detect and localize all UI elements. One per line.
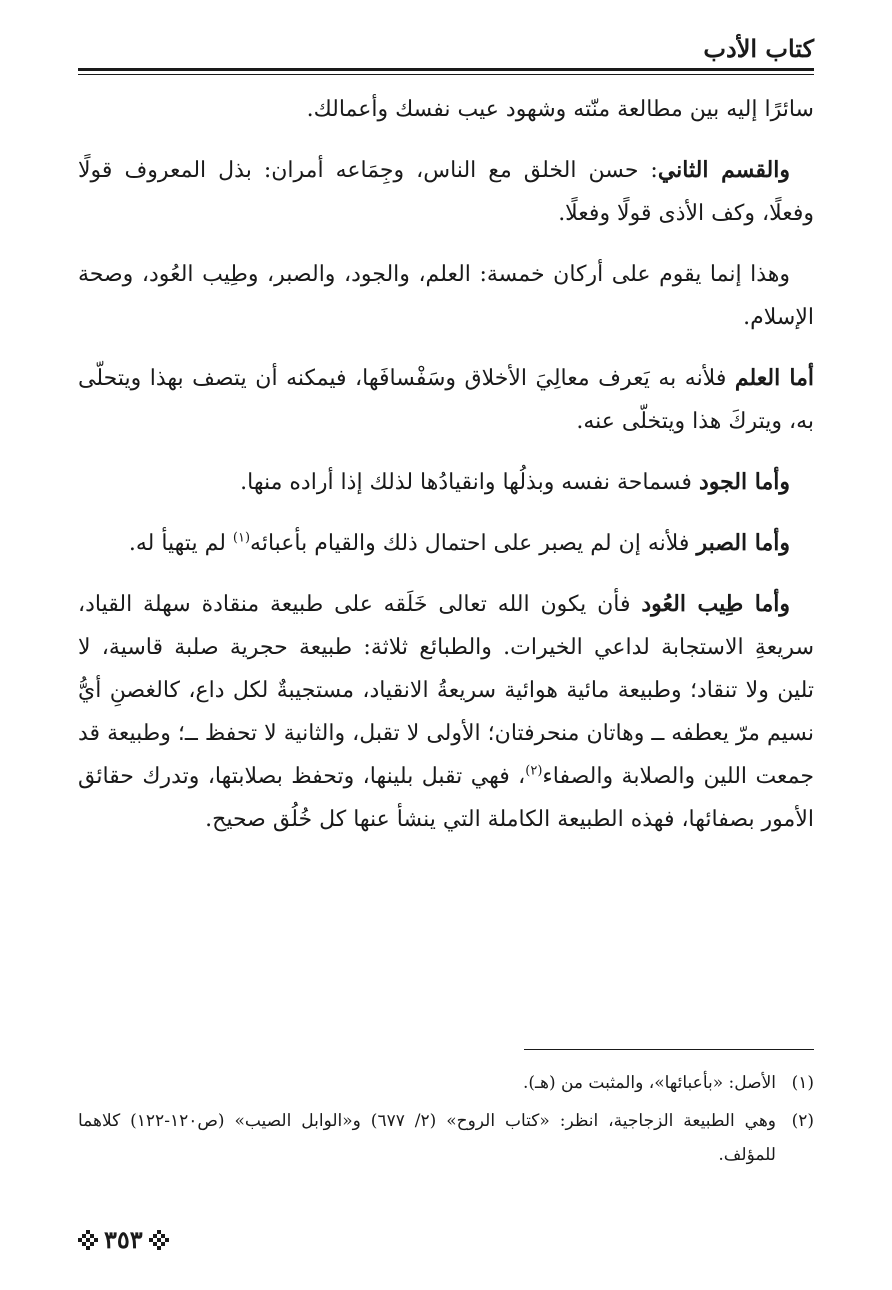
paragraph-heading: وأما طِيب العُود [641,591,791,617]
footnote-number: (٢) [791,1111,814,1131]
paragraph-heading: والقسم الثاني [657,157,790,183]
paragraph-text: فسماحة نفسه وبذلُها وانقيادُها لذلك إذا أراده منها. [240,470,699,495]
floral-ornament-icon [78,1230,98,1250]
paragraph-heading: وأما الصبر [696,530,790,556]
paragraph-text: ، فهي تقبل بلينها، وتحفظ بصلابتها، وتدرك حقائق الأمور بصفائها، فهذه الطبيعة الكاملة التي ينشأ عنها كل خُلُق صحيح. [78,764,814,832]
footnote-reference[interactable]: (١) [232,530,251,546]
footnote-separator [524,1049,814,1050]
header-rule-thick [78,68,814,71]
paragraph-heading: وأما الجود [698,469,790,495]
page-number-block [78,1225,169,1254]
paragraph-text: فلأنه به يَعرف معالِيَ الأخلاق وسَفْسافَها، فيمكنه أن يتصف بهذا ويتحلّى به، ويتركَ هذا ويتخلّى عنه. [78,366,814,434]
page-number: ٣٥٣ [104,1225,143,1254]
paragraph [78,357,814,443]
running-head-title: كتاب الأدب [703,34,814,63]
paragraph-text: سائرًا إليه بين مطالعة منّته وشهود عيب نفسك وأعمالك. [306,97,814,122]
paragraph [78,583,814,841]
header-rule-thin [78,74,814,75]
paragraph-heading: أما العلم [734,365,814,391]
footnote-number: (١) [791,1073,814,1093]
paragraph-text: فلأنه إن لم يصبر على احتمال ذلك والقيام بأعبائه [250,531,697,556]
paragraph-text: فأن يكون الله تعالى خَلَقه على طبيعة منقادة سهلة القياد، سريعةِ الاستجابة لداعي الخيرات. والطبائع ثلاثة: طبيعة حجرية صلبة قاسية، لا تلين ولا تنقاد؛ وطبيعة مائية هوائية سريعةُ الانقياد، مستجيبةٌ لكل داع، كالغصنِ أيُّ نسيم مرّ يعطفه ــ وهاتان منحرفتان؛ الأولى لا تقبل، والثانية لا تحفظ ــ؛ وطبيعة قد جمعت اللين والصلابة والصفاء [78,592,814,789]
paragraph-text: لم يتهيأ له. [128,531,233,556]
paragraph-text: : حسن الخلق مع الناس، وجِمَاعه أمران: بذل المعروف قولًا وفعلًا، وكف الأذى قولًا وفعلًا. [78,158,814,226]
paragraph [78,149,814,235]
main-text [78,88,814,859]
paragraph [78,522,814,565]
paragraph [78,253,814,339]
footnotes [78,1066,814,1176]
floral-ornament-icon [149,1230,169,1250]
footnote [78,1066,814,1100]
footnote-reference[interactable]: (٢) [525,763,543,779]
footnote [78,1104,814,1172]
footnote-text: وهي الطبيعة الزجاجية، انظر: «كتاب الروح» (٢/ ٦٧٧) و«الوابل الصيب» (ص١٢٠-١٢٢) كلاهما للمؤلف. [78,1111,776,1165]
paragraph-text: وهذا إنما يقوم على أركان خمسة: العلم، والجود، والصبر، وطِيب العُود، وصحة الإسلام. [78,262,814,330]
paragraph [78,88,814,131]
footnote-text: الأصل: «بأعبائها»، والمثبت من (هـ). [522,1073,776,1093]
paragraph [78,461,814,504]
